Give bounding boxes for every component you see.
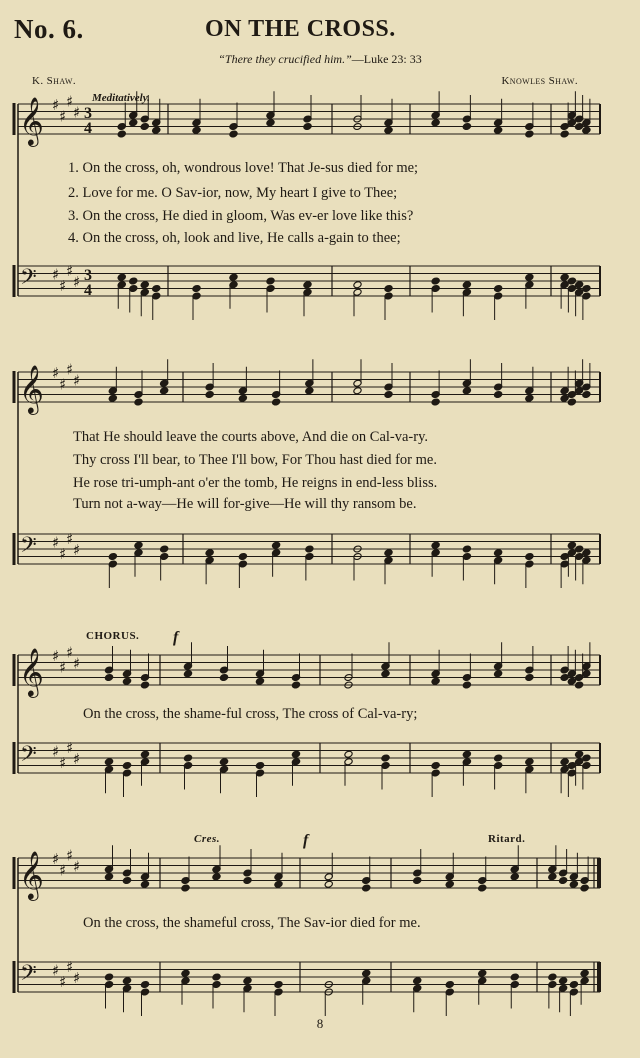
- sharp-icon: ♯: [59, 753, 67, 772]
- notehead: [140, 750, 149, 758]
- notehead: [494, 549, 503, 557]
- bass-clef-icon: 𝄢: [20, 742, 37, 772]
- sharp-icon: ♯: [52, 850, 60, 868]
- notehead: [525, 553, 534, 561]
- notehead: [160, 545, 169, 553]
- notehead: [525, 758, 534, 766]
- notehead: [462, 750, 471, 758]
- notehead: [219, 674, 228, 682]
- notehead: [152, 126, 161, 134]
- epigraph-quote: “There they crucified him.”: [218, 52, 352, 66]
- sharp-icon: ♯: [66, 261, 74, 280]
- notehead: [205, 549, 214, 557]
- sharp-icon: ♯: [73, 969, 81, 987]
- hymn-title: ON THE CROSS.: [205, 16, 396, 42]
- notehead: [462, 387, 471, 395]
- sharp-icon: ♯: [66, 643, 74, 662]
- notehead: [462, 681, 471, 689]
- notehead: [238, 394, 247, 402]
- notehead: [381, 754, 390, 762]
- notehead: [362, 969, 371, 977]
- notehead: [478, 969, 487, 977]
- notehead: [344, 750, 353, 758]
- notehead: [129, 277, 138, 285]
- ritard-marking: Ritard.: [488, 833, 526, 845]
- sharp-icon: ♯: [66, 738, 74, 757]
- sharp-icon: ♯: [73, 371, 81, 390]
- notehead: [104, 873, 113, 881]
- verse-3-line-2: He rose tri-umph-ant o'er the tomb, He reigns in end-less bliss.: [73, 475, 438, 491]
- notehead: [381, 670, 390, 678]
- notehead: [140, 123, 149, 131]
- notehead: [510, 973, 519, 981]
- notehead: [134, 398, 143, 406]
- notehead: [108, 553, 117, 561]
- notehead: [266, 119, 275, 127]
- forte-marking: f: [173, 629, 179, 646]
- sharp-icon: ♯: [59, 972, 67, 991]
- sharp-icon: ♯: [59, 658, 67, 677]
- verse-4-line-2: Turn not a-way—He will for-give—He will thy ransom be.: [73, 496, 417, 512]
- notehead: [580, 969, 589, 977]
- notehead: [353, 281, 362, 289]
- verse-4-line-1: 4. On the cross, oh, look and live, He calls a-gain to thee;: [68, 230, 401, 246]
- notehead: [266, 277, 275, 285]
- sharp-icon: ♯: [52, 364, 60, 382]
- notehead: [272, 541, 281, 549]
- notehead: [413, 877, 422, 885]
- notehead: [140, 880, 149, 888]
- time-sig-numerator: 3: [84, 105, 92, 122]
- verse-2-line-1: 2. Love for me. O Sav-ior, now, My heart I give to Thee;: [68, 185, 398, 201]
- notehead: [303, 123, 312, 131]
- notehead: [140, 281, 149, 289]
- notehead: [229, 130, 238, 138]
- notehead: [510, 873, 519, 881]
- notehead: [122, 762, 131, 770]
- notehead: [134, 541, 143, 549]
- notehead: [478, 884, 487, 892]
- notehead: [303, 281, 312, 289]
- sharp-icon: ♯: [73, 541, 81, 559]
- time-sig-denominator: 4: [84, 282, 92, 299]
- words-credit: K. Shaw.: [32, 75, 76, 87]
- verse-1-line-2: That He should leave the courts above, And die on Cal-va-ry.: [73, 429, 429, 445]
- notehead: [140, 981, 149, 989]
- sharp-icon: ♯: [73, 273, 81, 291]
- notehead: [117, 130, 126, 138]
- notehead: [431, 398, 440, 406]
- epigraph-reference: —Luke 23: 33: [351, 52, 422, 66]
- notehead: [108, 394, 117, 402]
- verse-1-line-1: 1. On the cross, oh, wondrous love! That Je-sus died for me;: [68, 160, 419, 176]
- notehead: [104, 758, 113, 766]
- notehead: [324, 880, 333, 888]
- notehead: [525, 674, 534, 682]
- notehead: [122, 977, 131, 985]
- bass-clef-icon: 𝄢: [20, 265, 37, 295]
- sharp-icon: ♯: [73, 750, 81, 768]
- hymn-number: No. 6.: [14, 14, 84, 44]
- page-number: 8: [316, 1016, 324, 1031]
- notehead: [548, 973, 557, 981]
- notehead: [255, 762, 264, 770]
- sharp-icon: ♯: [66, 846, 74, 865]
- notehead: [384, 126, 393, 134]
- notehead: [462, 123, 471, 131]
- notehead: [212, 873, 221, 881]
- verse-2-line-2: Thy cross I'll bear, to Thee I'll bow, For Thou hast died for me.: [73, 452, 437, 468]
- bass-clef-icon: 𝄢: [20, 961, 37, 991]
- sharp-icon: ♯: [73, 857, 81, 876]
- notehead: [494, 670, 503, 678]
- notehead: [140, 681, 149, 689]
- notehead: [580, 884, 589, 892]
- notehead: [560, 130, 569, 138]
- notehead: [183, 670, 192, 678]
- treble-clef-icon: 𝄞: [19, 647, 44, 696]
- notehead: [117, 273, 126, 281]
- notehead: [152, 285, 161, 293]
- notehead: [181, 969, 190, 977]
- notehead: [525, 394, 534, 402]
- notehead: [104, 674, 113, 682]
- notehead: [229, 273, 238, 281]
- notehead: [122, 677, 131, 685]
- notehead: [445, 981, 454, 989]
- sharp-icon: ♯: [59, 375, 67, 394]
- notehead: [494, 126, 503, 134]
- treble-clef-icon: 𝄞: [19, 364, 44, 413]
- sharp-icon: ♯: [73, 103, 81, 122]
- notehead: [494, 754, 503, 762]
- tempo-marking: Meditatively.: [92, 92, 150, 104]
- notehead: [272, 398, 281, 406]
- notehead: [212, 973, 221, 981]
- notehead: [219, 758, 228, 766]
- notehead: [582, 670, 591, 678]
- notehead: [305, 387, 314, 395]
- sharp-icon: ♯: [66, 957, 74, 976]
- notehead: [384, 549, 393, 557]
- chorus-line-2: On the cross, the shameful cross, The Sav-ior died for me.: [83, 915, 421, 931]
- notehead: [569, 880, 578, 888]
- notehead: [243, 977, 252, 985]
- notehead: [525, 130, 534, 138]
- chorus-label: CHORUS.: [86, 630, 140, 642]
- sharp-icon: ♯: [66, 529, 74, 548]
- sharp-icon: ♯: [59, 276, 67, 295]
- notehead: [192, 126, 201, 134]
- sharp-icon: ♯: [59, 861, 67, 880]
- notehead: [494, 391, 503, 399]
- notehead: [291, 681, 300, 689]
- notehead: [274, 880, 283, 888]
- notehead: [129, 119, 138, 127]
- notehead: [384, 391, 393, 399]
- notehead: [548, 873, 557, 881]
- notehead: [431, 119, 440, 127]
- notehead: [291, 750, 300, 758]
- notehead: [494, 285, 503, 293]
- verse-3-line-1: 3. On the cross, He died in gloom, Was ev-er love like this?: [68, 208, 414, 224]
- bass-clef-icon: 𝄢: [20, 533, 37, 563]
- notehead: [353, 387, 362, 395]
- sharp-icon: ♯: [66, 92, 74, 111]
- notehead: [525, 273, 534, 281]
- notehead: [192, 285, 201, 293]
- sharp-icon: ♯: [73, 654, 81, 673]
- sharp-icon: ♯: [66, 360, 74, 379]
- notehead: [104, 973, 113, 981]
- sharp-icon: ♯: [52, 265, 60, 284]
- notehead: [243, 877, 252, 885]
- notehead: [431, 762, 440, 770]
- time-sig-denominator: 4: [84, 120, 92, 137]
- notehead: [160, 387, 169, 395]
- sharp-icon: ♯: [52, 961, 60, 980]
- notehead: [559, 877, 568, 885]
- sharp-icon: ♯: [52, 647, 60, 665]
- notehead: [183, 754, 192, 762]
- notehead: [559, 977, 568, 985]
- notehead: [413, 977, 422, 985]
- notehead: [122, 877, 131, 885]
- chorus-line-1: On the cross, the shame-ful cross, The cross of Cal-va-ry;: [83, 706, 418, 722]
- notehead: [431, 541, 440, 549]
- notehead: [431, 277, 440, 285]
- notehead: [384, 285, 393, 293]
- forte-marking-2: f: [303, 832, 309, 849]
- notehead: [181, 884, 190, 892]
- notehead: [255, 677, 264, 685]
- notehead: [569, 981, 578, 989]
- notehead: [431, 677, 440, 685]
- sharp-icon: ♯: [52, 533, 60, 552]
- treble-clef-icon: 𝄞: [19, 96, 44, 145]
- time-sig-numerator: 3: [84, 267, 92, 284]
- music-credit: Knowles Shaw.: [501, 75, 578, 87]
- sharp-icon: ♯: [59, 544, 67, 563]
- crescendo-marking: Cres.: [194, 833, 221, 845]
- notehead: [462, 545, 471, 553]
- notehead: [305, 545, 314, 553]
- treble-clef-icon: 𝄞: [19, 850, 44, 899]
- sharp-icon: ♯: [59, 107, 67, 126]
- notehead: [238, 553, 247, 561]
- sharp-icon: ♯: [52, 96, 60, 114]
- sharp-icon: ♯: [52, 742, 60, 761]
- notehead: [205, 391, 214, 399]
- notehead: [445, 880, 454, 888]
- notehead: [462, 281, 471, 289]
- notehead: [274, 981, 283, 989]
- notehead: [362, 884, 371, 892]
